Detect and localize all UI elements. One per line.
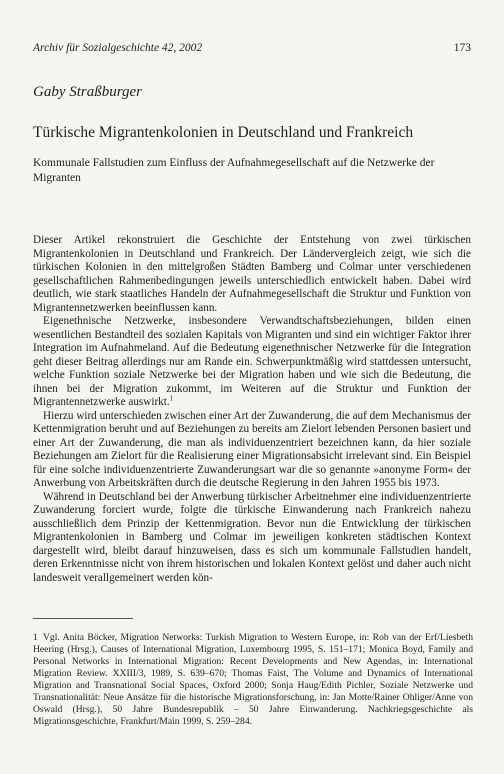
- body-paragraph-1: Dieser Artikel rekonstruiert die Geschichte der Entstehung von zwei türkischen Migrantenkolonien in Deutschland und Frankreich. Der Ländervergleich zeigt, wie sich die türkischen Kolonien in den mittelgroßen Städten Bamberg und Colmar unter verschiedenen gesellschaftlichen Rahmenbedingungen jeweils unterschiedlich entwickelt haben. Dabei wird deutlich, wie stark staatliches Handeln der Aufnahmegesellschaft die Struktur und Funktion von Migrantennetzwerken beeinflussen kann.: [33, 234, 471, 314]
- footnote-reference: 1: [169, 394, 174, 403]
- footnote-separator: [33, 618, 133, 619]
- body-paragraph-2: [33, 315, 471, 410]
- article-title: Türkische Migrantenkolonien in Deutschland und Frankreich: [33, 124, 414, 141]
- body-paragraph-2-text: Eigenethnische Netzwerke, insbesondere Verwandtschaftsbeziehungen, bilden einen wesentlichen Bestandteil des sozialen Kapitals von Migranten und sind ein wichtiger Faktor ihrer Integration im Aufnahmeland. Auf die Bedeutung eigenethnischer Netzwerke für die Integration geht dieser Beitrag allerdings nur am Rande ein. Schwerpunktmäßig wird stattdessen untersucht, welche Funktion soziale Netzwerke bei der Migration haben und wie sich die Bedeutung, die ihnen bei der Migration zukommt, im Weiteren auf die Struktur und Funktion der Migrantennetzwerke auswirkt.: [33, 315, 471, 408]
- article-author: Gaby Straßburger: [33, 84, 143, 100]
- footnote-text: Vgl. Anita Böcker, Migration Networks: Turkish Migration to Western Europe, in: Rob van der Erf/Liesbeth Heering (Hrsg.), Causes of International Migration, Luxembourg 1995, S. 151–171; Monica Boyd, Family and Personal Networks in International Migration: Recent Developments and New Agendas, in: International Migration Review. XXIII/3, 1989, S. 639–670; Thomas Faist, The Volume and Dynamics of International Migration and Transnational Social Spaces, Oxford 2000; Sonja Haug/Edith Pichler, Soziale Netzwerke und Transnationalität: Neue Ansätze für die historische Migrationsforschung, in: Jan Motte/Rainer Ohliger/Anne von Oswald (Hrsg.), 50 Jahre Bundesrepublik – 50 Jahre Einwanderung. Nachkriegsgeschichte als Migrationsgeschichte, Frankfurt/Main 1999, S. 259–284.: [33, 632, 473, 727]
- running-header: [33, 42, 471, 58]
- footnote-1: [33, 632, 473, 728]
- journal-title: Archiv für Sozialgeschichte 42, 2002: [33, 42, 203, 54]
- body-paragraph-4: Während in Deutschland bei der Anwerbung türkischer Arbeitnehmer eine individuenzentrierte Zuwanderung forciert wurde, folgte die türkische Einwanderung nach Frankreich nahezu ausschließlich dem Prinzip der Kettenmigration. Bevor nun die Entwicklung der türkischen Migrantenkolonien in Bamberg und Colmar im jeweiligen konkreten städtischen Kontext dargestellt wird, bleibt darauf hinzuweisen, dass es sich um kommunale Fallstudien handelt, deren Erkenntnisse nicht von ihrem historischen und lokalen Kontext gelöst und daher auch nicht landesweit verallgemeinert werden kön-: [33, 490, 471, 584]
- body-paragraph-3: Hierzu wird unterschieden zwischen einer Art der Zuwanderung, die auf dem Mechanismus der Kettenmigration beruht und auf Beziehungen zu bereits am Zielort lebenden Personen basiert und einer Art der Zuwanderung, die man als individuenzentriert bezeichnen kann, da hier soziale Beziehungen am Zielort für die Realisierung einer Migrationsabsicht irrelevant sind. Ein Beispiel für eine solche individuenzentrierte Zuwanderungsart war die so genannte »anonyme Form« der Anwerbung von Arbeitskräften durch die deutsche Regierung in den Jahren 1955 bis 1973.: [33, 409, 471, 489]
- page-number: 173: [453, 42, 471, 54]
- article-subtitle: Kommunale Fallstudien zum Einfluss der Aufnahmegesellschaft auf die Netzwerke der Migranten: [33, 157, 435, 184]
- article-body: [33, 234, 471, 585]
- footnote-number: 1: [33, 632, 38, 643]
